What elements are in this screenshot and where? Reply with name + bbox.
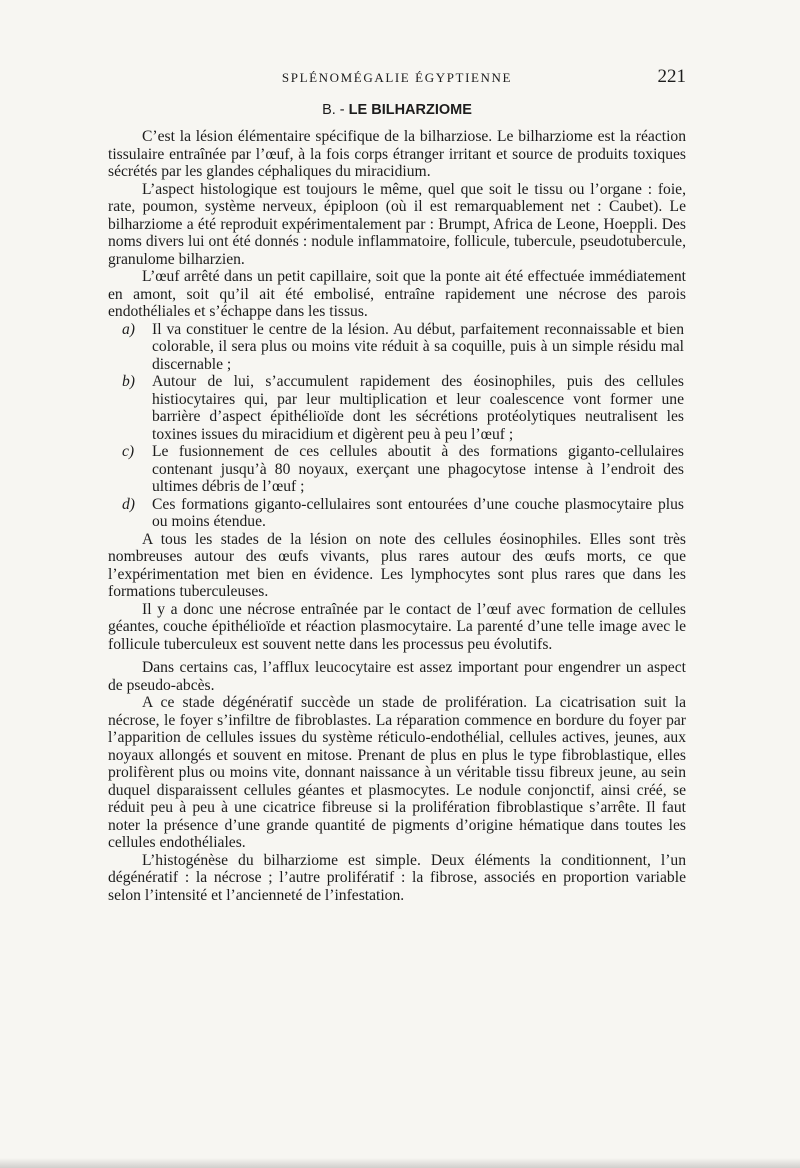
paragraph-3: L’œuf arrêté dans un petit capillaire, soit que la ponte ait été effectuée immédiatement en amont, soit qu’il ait été embolisé, entraîne rapidement une nécrose des parois endothéliales et s’échappe dans les tissus. [108, 268, 686, 320]
section-heading [108, 102, 686, 118]
paragraph-1: C’est la lésion élémentaire spécifique de la bilharziose. Le bilharziome est la réaction tissulaire entraînée par l’œuf, à la fois corps étranger irritant et source de produits toxiques sécrétés par les glandes céphaliques du miracidium. [108, 128, 686, 180]
section-title: LE BILHARZIOME [348, 102, 472, 118]
list-marker: a) [122, 320, 135, 338]
list-item-text: Ces formations giganto-cellulaires sont entourées d’une couche plasmocytaire plus ou moins étendue. [152, 495, 684, 530]
list-item [108, 321, 686, 374]
list-item [108, 443, 686, 496]
running-header [108, 66, 686, 96]
list-item-text: Autour de lui, s’accumulent rapidement des éosinophiles, puis des cellules histiocytaires qui, par leur multiplication et leur coalescence vont former une barrière d’aspect épithélioïde dont les sécrétions protéolytiques neutralisent les toxines issues du miracidium et digèrent peu à peu l’œuf ; [152, 373, 684, 443]
list-marker: b) [122, 373, 135, 390]
list-item-text: Il va constituer le centre de la lésion. Au début, parfaitement reconnaissable et bien colorable, il sera plus ou moins vite réduit à sa coquille, puis à un simple résidu mal discernable ; [152, 320, 684, 373]
paragraph-5: Il y a donc une nécrose entraînée par le contact de l’œuf avec formation de cellules géantes, couche épithélioïde et réaction plasmocytaire. La parenté d’une telle image avec le follicule tuberculeux est souvent nette dans les processus peu évolutifs. [108, 600, 686, 653]
list-item [108, 496, 686, 531]
lesion-stage-list [108, 321, 686, 531]
paragraph-8: L’histogénèse du bilharziome est simple. Deux éléments la conditionnent, l’un dégénératif : la nécrose ; l’autre prolifératif : la fibrose, associés en proportion variable selon l’intensité et l’ancienneté de l’infestation. [108, 851, 686, 904]
list-item [108, 373, 686, 443]
paragraph-2: L’aspect histologique est toujours le même, quel que soit le tissu ou l’organe : foie, rate, poumon, système nerveux, épiploon (où il est remarquablement net : Caubet). Le bilharziome a été reproduit expérimentalement par : Brumpt, Africa de Leone, Hoeppli. Des noms divers lui ont été donnés : nodule inflammatoire, follicule, tubercule, pseudotubercule, granulome bilharzien. [108, 180, 686, 268]
list-marker: c) [122, 443, 135, 460]
scan-bottom-edge [0, 1158, 800, 1168]
section-prefix: B. - [322, 102, 345, 118]
page-number: 221 [657, 66, 686, 87]
paragraph-4: A tous les stades de la lésion on note des cellules éosinophiles. Elles sont très nombreuses autour des œufs vivants, plus rares autour des œufs morts, ce que l’expérimentation met bien en évidence. Les lymphocytes sont plus rares que dans les formations tuberculeuses. [108, 530, 686, 600]
list-item-text: Le fusionnement de ces cellules aboutit à des formations giganto-cellulaires contenant jusqu’à 80 noyaux, exerçant une phagocytose intense à l’endroit des ultimes débris de l’œuf ; [152, 443, 684, 495]
book-page [108, 66, 686, 904]
paragraph-6: Dans certains cas, l’afflux leucocytaire est assez important pour engendrer un aspect de pseudo-abcès. [108, 659, 686, 694]
paragraph-7: A ce stade dégénératif succède un stade de prolifération. La cicatrisation suit la nécrose, le foyer s’infiltre de fibroblastes. La réparation commence en bordure du foyer par l’apparition de cellules issues du système réticulo-endothélial, cellules actives, jeunes, aux noyaux allongés et souvent en mitose. Prenant de plus en plus le type fibroblastique, elles prolifèrent plus ou moins vite, donnant naissance à un véritable tissu fibreux jeune, au sein duquel disparaissent cellules géantes et plasmocytes. Le nodule conjonctif, ainsi créé, se réduit peu à peu à une cicatrice fibreuse si la prolifération fibroblastique s’arrête. Il faut noter la présence d’une grande quantité de pigments d’origine hématique dans toutes les cellules endothéliales. [108, 694, 686, 851]
running-title: SPLÉNOMÉGALIE ÉGYPTIENNE [281, 70, 513, 85]
list-marker: d) [122, 495, 135, 513]
